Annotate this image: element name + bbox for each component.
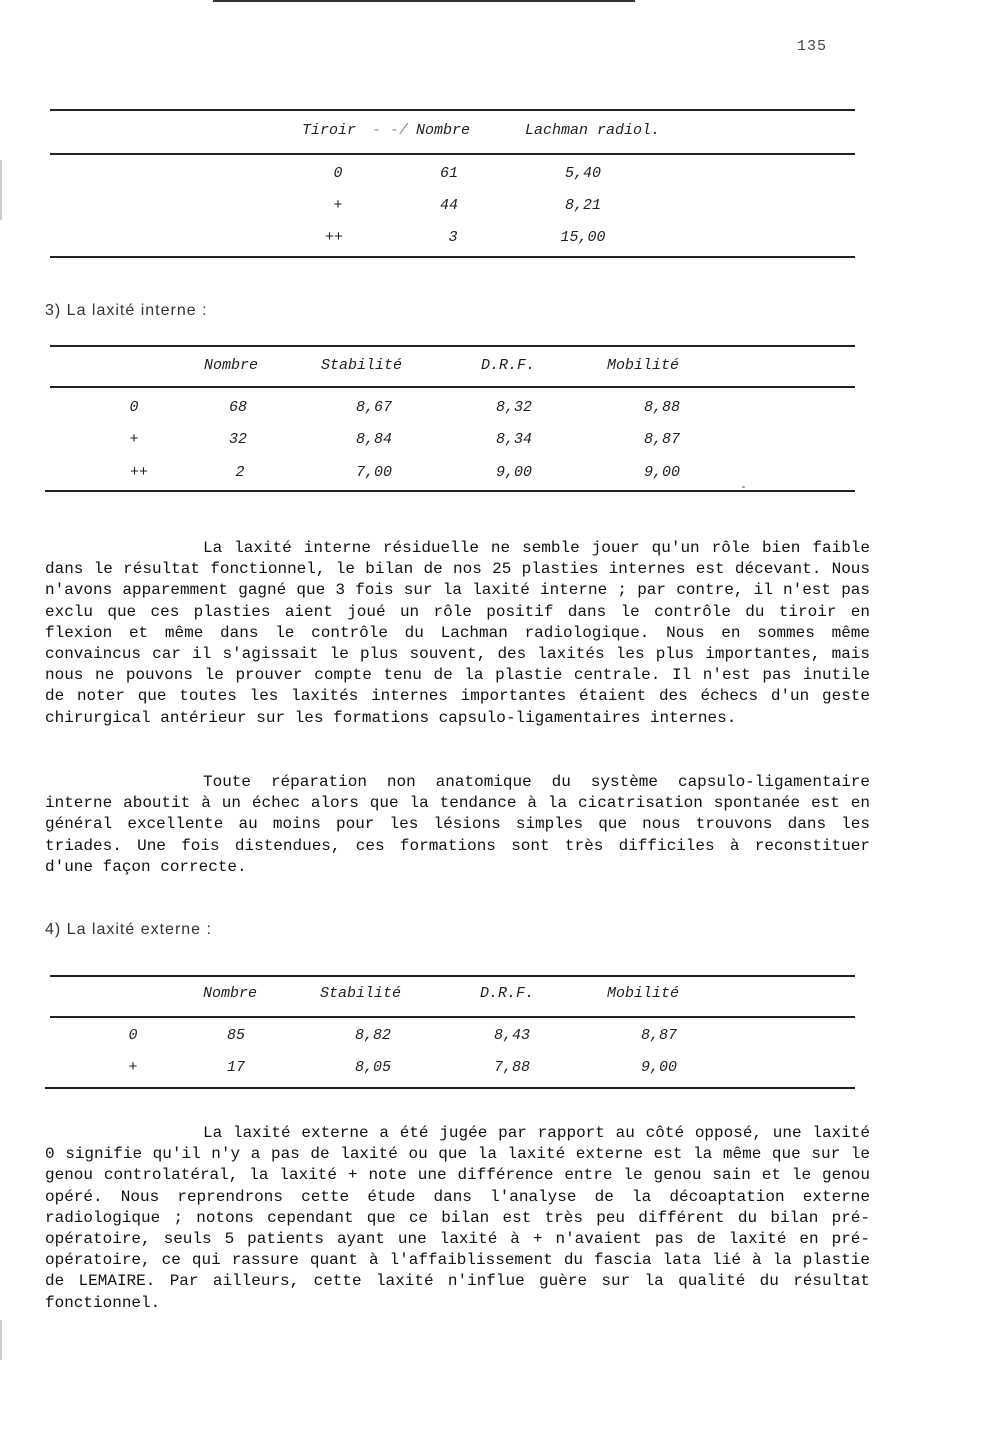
cell-grade: 0 xyxy=(129,399,139,416)
cell-nombre: 61 xyxy=(439,165,459,182)
header-mobilite: Mobilité xyxy=(607,357,680,374)
table-bottom-rule xyxy=(45,1087,855,1089)
cell-mobilite: 9,00 xyxy=(643,464,681,481)
cell-drf: 9,00 xyxy=(495,464,533,481)
header-nombre: Nombre xyxy=(203,985,258,1002)
cell-grade: 0 xyxy=(128,1027,138,1044)
header-nombre: Nombre xyxy=(204,357,259,374)
cell-grade: + xyxy=(129,431,139,448)
speck xyxy=(742,486,745,488)
cell-grade: ++ xyxy=(129,464,149,481)
margin-mark xyxy=(0,1320,2,1360)
cell-nombre: 17 xyxy=(226,1059,246,1076)
cell-lachman: 8,21 xyxy=(564,197,602,214)
table-bottom-rule xyxy=(50,256,855,258)
cell-nombre: 32 xyxy=(228,431,248,448)
margin-mark xyxy=(0,160,2,220)
cell-nombre: 44 xyxy=(439,197,459,214)
header-lachman: Lachman radiol. xyxy=(525,122,661,139)
header-stabilite: Stabilité xyxy=(320,985,402,1002)
cell-mobilite: 8,87 xyxy=(640,1027,678,1044)
header-drf: D.R.F. xyxy=(480,985,535,1002)
table-header-rule xyxy=(50,153,855,155)
cell-stabilite: 8,05 xyxy=(354,1059,392,1076)
cell-grade: + xyxy=(128,1059,138,1076)
section-title: 3) La laxité interne : xyxy=(45,302,208,319)
table-bottom-rule xyxy=(45,490,855,492)
page-number: 135 xyxy=(797,38,828,55)
cell-drf: 8,32 xyxy=(495,399,533,416)
cell-lachman: 15,00 xyxy=(560,229,606,246)
cell-stabilite: 8,67 xyxy=(355,399,393,416)
cell-nombre: 68 xyxy=(228,399,248,416)
cell-tiroir: ++ xyxy=(324,229,344,246)
cell-drf: 8,34 xyxy=(495,431,533,448)
table-top-rule xyxy=(50,975,855,977)
table-top-rule xyxy=(50,109,855,111)
cell-stabilite: 7,00 xyxy=(355,464,393,481)
slash-mark: - -/ xyxy=(372,122,409,139)
cell-drf: 7,88 xyxy=(493,1059,531,1076)
cell-stabilite: 8,84 xyxy=(355,431,393,448)
table-top-rule xyxy=(50,345,855,347)
cell-nombre: 2 xyxy=(235,464,245,481)
cell-lachman: 5,40 xyxy=(564,165,602,182)
table-header-rule xyxy=(50,386,855,388)
cell-tiroir: 0 xyxy=(333,165,343,182)
cell-stabilite: 8,82 xyxy=(354,1027,392,1044)
cell-nombre: 85 xyxy=(226,1027,246,1044)
section-title: 4) La laxité externe : xyxy=(45,921,212,938)
header-drf: D.R.F. xyxy=(481,357,536,374)
header-nombre: Nombre xyxy=(416,122,471,139)
paragraph: Toute réparation non anatomique du système capsulo-ligamentaire interne aboutit à un échec alors que la tendance à la cicatrisation spontanée est en général excellente au moins pour les lésions simples que nous trouvons dans les triades. Une fois distendues, ces formations sont très difficiles à reconstituer d'une façon correcte. xyxy=(45,773,870,876)
top-border-rule xyxy=(213,0,635,2)
cell-nombre: 3 xyxy=(448,229,458,246)
paragraph: La laxité interne résiduelle ne semble jouer qu'un rôle bien faible dans le résultat fonctionnel, le bilan de nos 25 plasties internes est décevant. Nous n'avons apparemment gagné que 3 fois sur la laxité interne ; par contre, il n'est pas exclu que ces plasties aient joué un rôle positif dans le contrôle du tiroir en flexion et même dans le contrôle du Lachman radiologique. Nous en sommes même convaincus car il s'agissait le plus souvent, des laxités les plus importantes, mais nous ne pouvons le prouver compte tenu de la plastie centrale. Il n'est pas inutile de noter que toutes les laxités internes importantes étaient des échecs d'un geste chirurgical antérieur sur les formations capsulo-ligamentaires internes. xyxy=(45,539,870,727)
paragraph: La laxité externe a été jugée par rapport au côté opposé, une laxité 0 signifie qu'il n'y a pas de laxité ou que la laxité externe est la même que sur le genou controlatéral, la laxité + note une différence entre le genou sain et le genou opéré. Nous reprendrons cette étude dans l'analyse de la décoaptation externe radiologique ; notons cependant que ce bilan est très peu différent du bilan pré-opératoire, seuls 5 patients ayant une laxité à + n'avaient pas de laxité en pré-opératoire, ce qui rassure quant à l'affaiblissement du fascia lata lié à la plastie de LEMAIRE. Par ailleurs, cette laxité n'influe guère sur la qualité du résultat fonctionnel. xyxy=(45,1124,870,1312)
header-mobilite: Mobilité xyxy=(607,985,680,1002)
cell-mobilite: 8,88 xyxy=(643,399,681,416)
header-stabilite: Stabilité xyxy=(321,357,403,374)
cell-mobilite: 9,00 xyxy=(640,1059,678,1076)
table-header-rule xyxy=(50,1016,855,1018)
cell-drf: 8,43 xyxy=(493,1027,531,1044)
cell-tiroir: + xyxy=(333,197,343,214)
cell-mobilite: 8,87 xyxy=(643,431,681,448)
header-tiroir: Tiroir xyxy=(302,122,357,139)
